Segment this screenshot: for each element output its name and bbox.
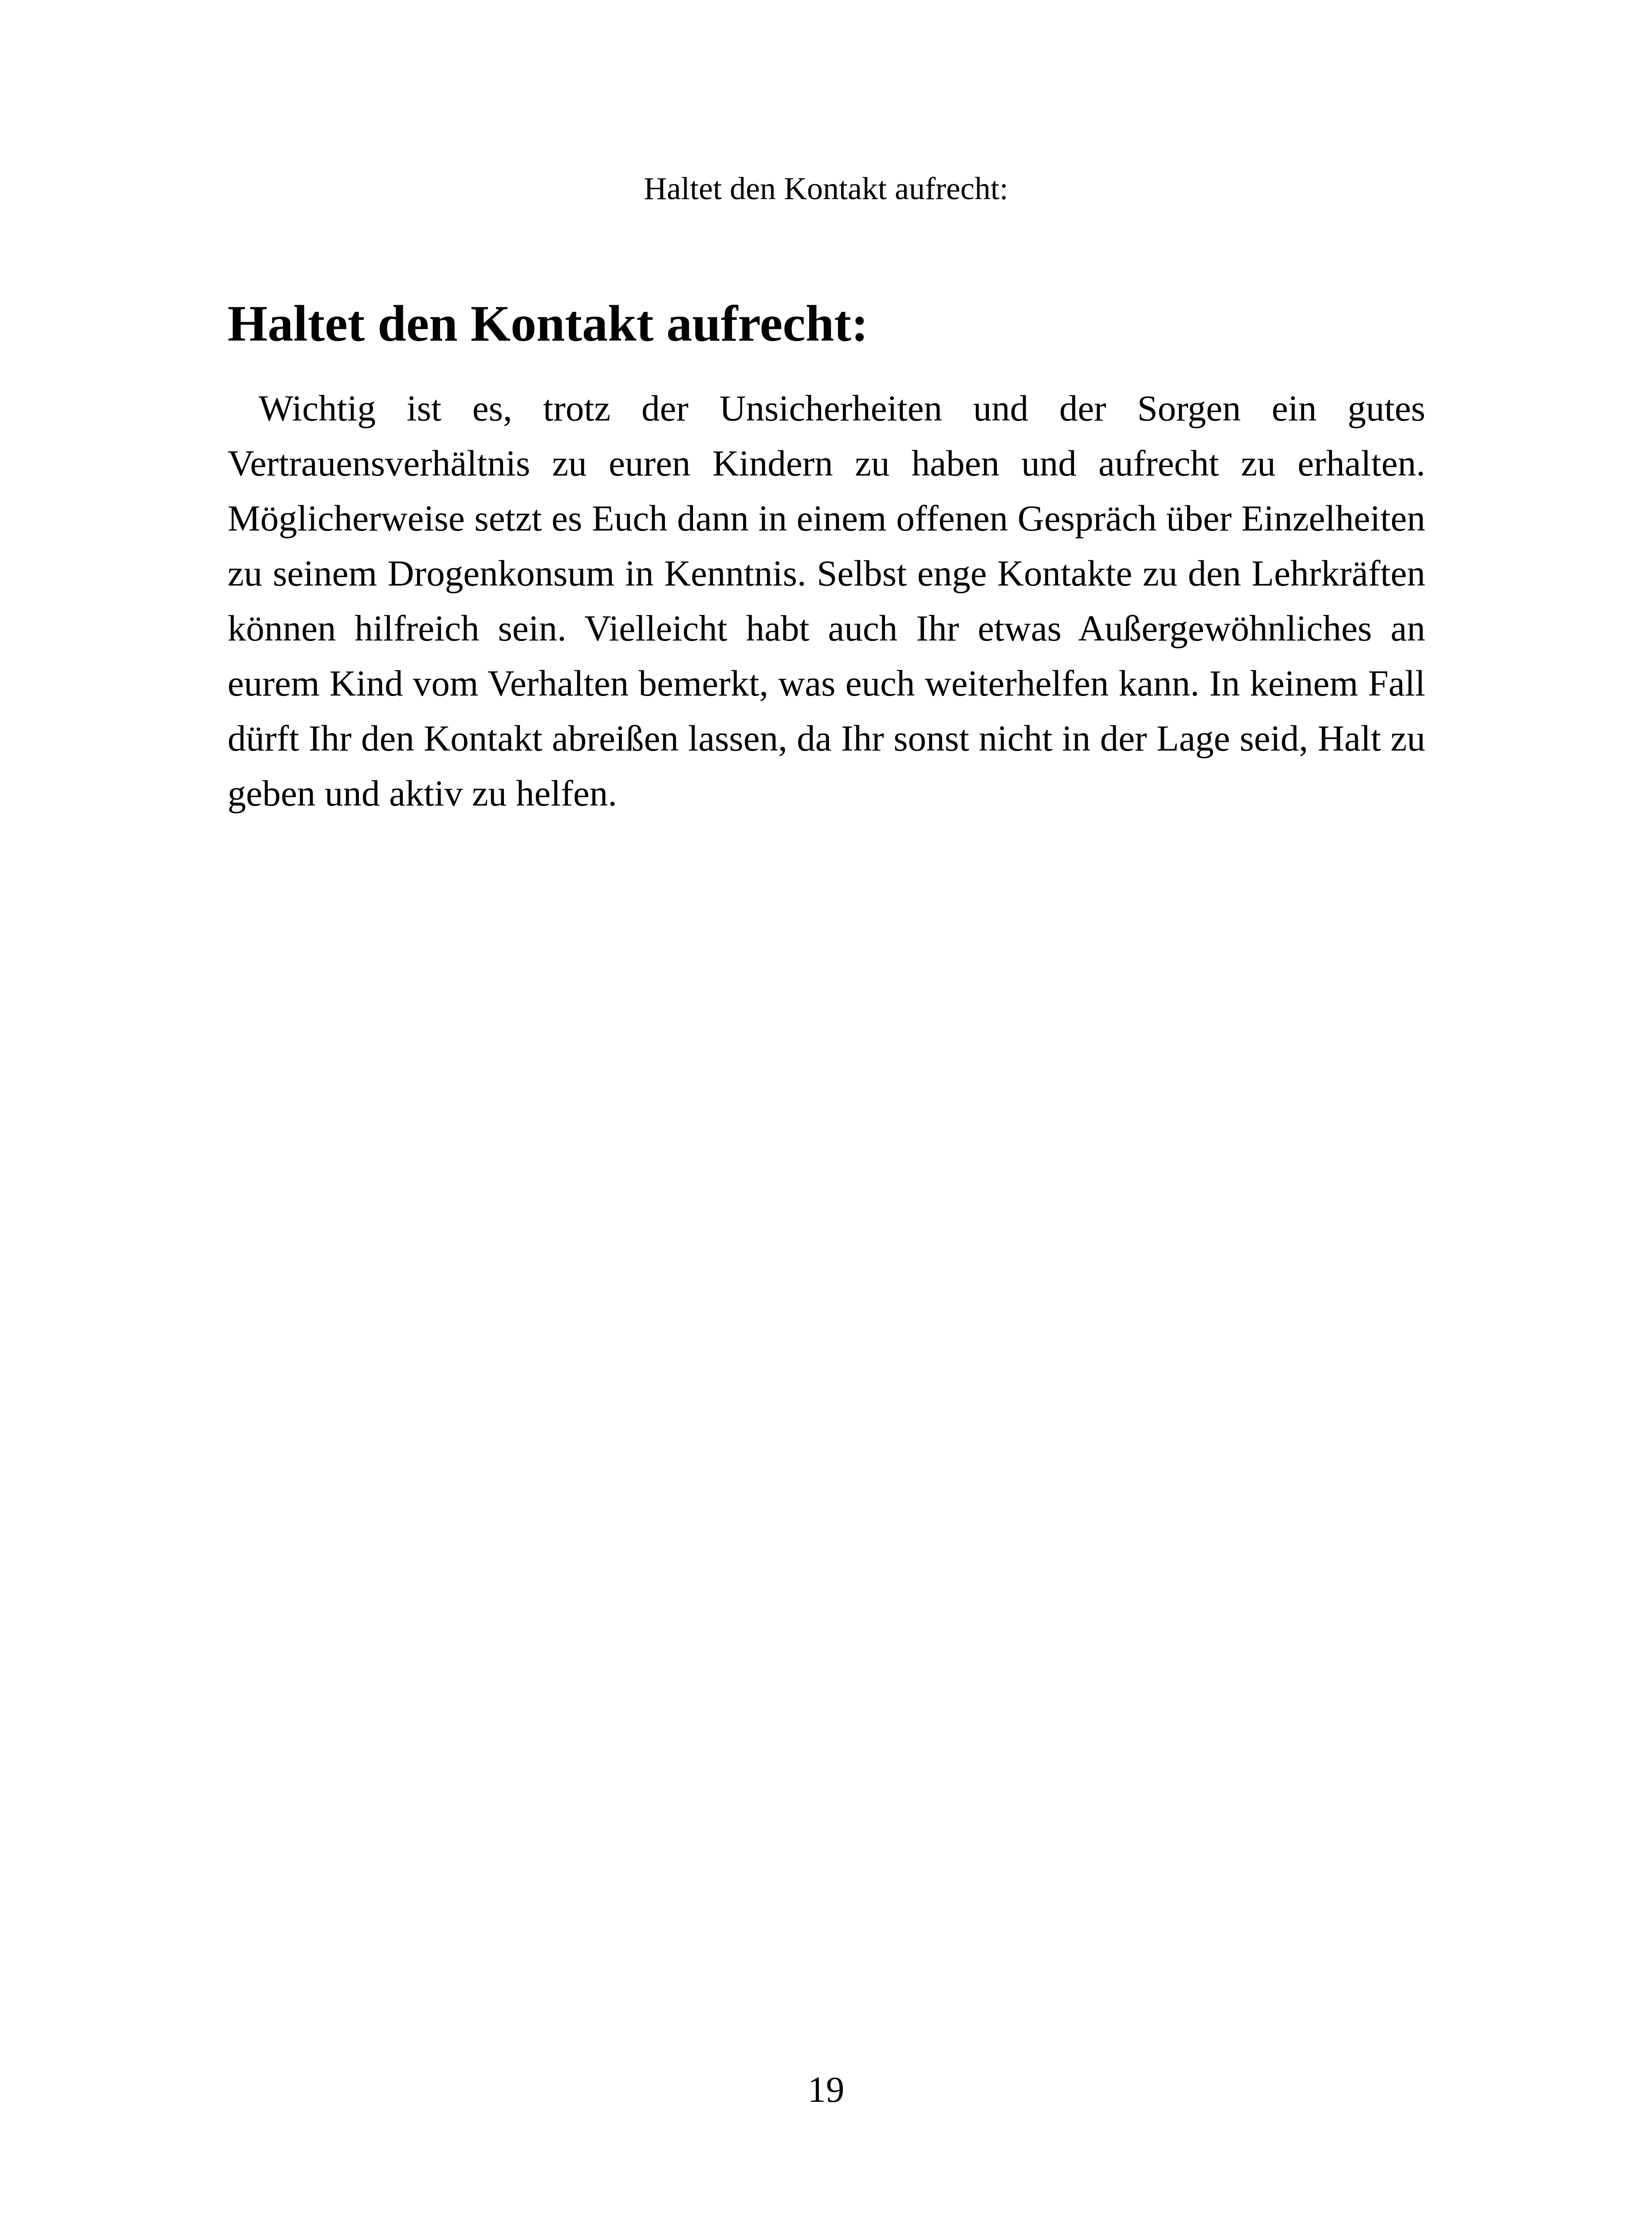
section-heading: Haltet den Kontakt aufrecht: (228, 295, 869, 352)
page-number: 19 (807, 2069, 845, 2110)
body-paragraph: Wichtig ist es, trotz der Unsicherheiten und der Sorgen ein gutes Vertrauensverhältnis zu euren Kindern zu haben und aufrecht zu erhalten. Möglicherweise setzt es Euch dann in einem offenen Gespräch über Einzelheiten zu seinem Drogenkonsum in Kenntnis. Selbst enge Kontakte zu den Lehrkräften können hilfreich sein. Vielleicht habt auch Ihr etwas Außergewöhnliches an eurem Kind vom Verhalten bemerkt, was euch weiterhelfen kann. In keinem Fall dürft Ihr den Kontakt abreißen lassen, da Ihr sonst nicht in der Lage seid, Halt zu geben und aktiv zu helfen. (228, 388, 1425, 814)
running-header: Haltet den Kontakt aufrecht: (644, 171, 1008, 206)
